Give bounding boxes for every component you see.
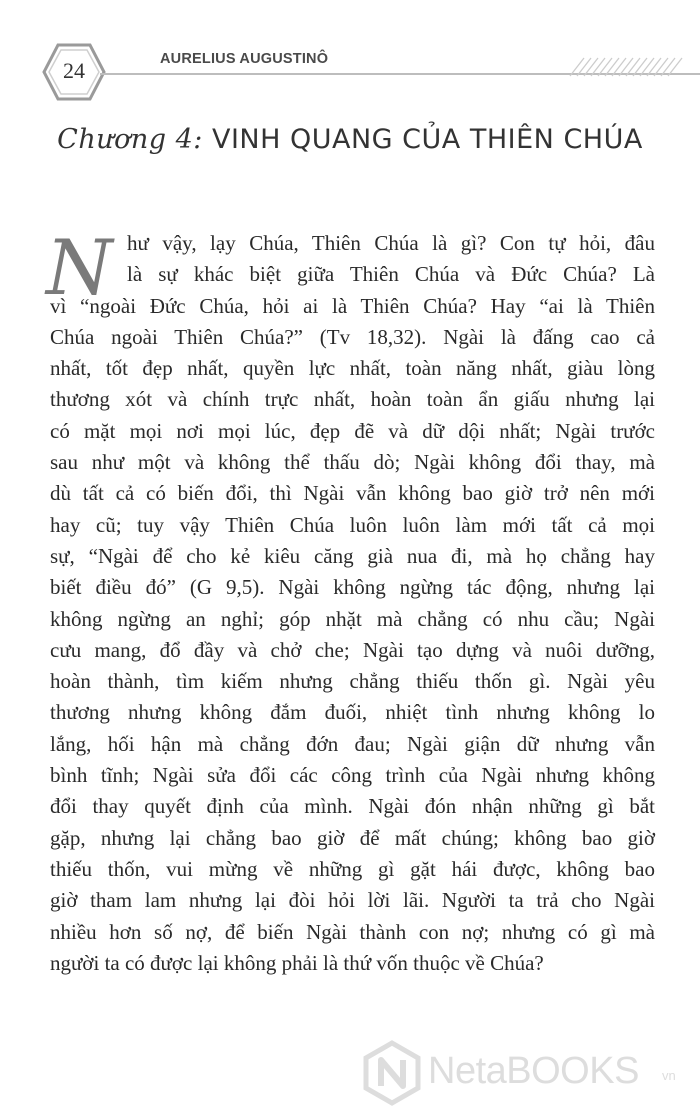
text-line: cưu mang, đổ đầy và chở che; Ngài tạo dựng và nuôi dưỡng,: [50, 637, 655, 662]
netabooks-logo-icon: [362, 1040, 422, 1106]
text-line: đổi thay quyết định của mình. Ngài đón nhận những gì bắt: [50, 794, 655, 819]
text-line: thiếu thốn, vui mừng về những gì gặt hái được, không bao: [50, 856, 655, 881]
text-line: hoàn thành, tìm kiếm nhưng chẳng thiếu thốn gì. Ngài yêu: [50, 669, 655, 694]
watermark-brand: NetaBOOKS: [428, 1050, 639, 1092]
text-line: là sự khác biệt giữa Thiên Chúa và Đức Chúa? Là: [127, 262, 655, 287]
running-head: AURELIUS AUGUSTINÔ: [160, 51, 329, 67]
body-paragraph: [50, 228, 655, 979]
text-line: thương nhưng không đắm đuối, nhiệt tình nhưng không lo: [50, 700, 655, 725]
drop-cap: N: [46, 223, 113, 312]
hatch-ornament: [560, 56, 690, 78]
chapter-name: VINH QUANG CỦA THIÊN CHÚA: [211, 124, 643, 155]
page-number-badge: [42, 42, 106, 102]
text-line: vì “ngoài Đức Chúa, hỏi ai là Thiên Chúa? Hay “ai là Thiên: [50, 293, 655, 318]
watermark-suffix: vn: [662, 1068, 676, 1083]
text-line: sau như một và không thể thấu dò; Ngài không đổi thay, mà: [50, 450, 655, 475]
text-line: nhất, tốt đẹp nhất, quyền lực nhất, toàn năng nhất, giàu lòng: [50, 356, 655, 381]
page-header: [0, 0, 700, 110]
text-line: có mặt mọi nơi mọi lúc, đẹp đẽ và dữ dội nhất; Ngài trước: [50, 418, 655, 443]
chapter-label: Chương 4:: [57, 124, 203, 155]
text-line: thương xót và chính trực nhất, hoàn toàn ẩn giấu nhưng lại: [50, 387, 655, 412]
text-line: gặp, nhưng lại chẳng bao giờ để mất chúng; không bao giờ: [50, 825, 655, 850]
text-line: lắng, hối hận mà chẳng đớn đau; Ngài giận dữ nhưng vẫn: [50, 731, 655, 756]
text-line: nhiều hơn số nợ, để biến Ngài thành con nợ; nhưng có gì mà: [50, 919, 655, 944]
text-line: sự, “Ngài để cho kẻ kiêu căng già nua đi, mà họ chẳng hay: [50, 543, 655, 568]
text-line: giờ tham lam nhưng lại đòi hỏi lời lãi. Người ta trả cho Ngài: [50, 888, 655, 913]
chapter-title: [0, 124, 700, 155]
text-line: không ngừng an nghỉ; góp nhặt mà chẳng có nhu cầu; Ngài: [50, 606, 655, 631]
text-line: bình tĩnh; Ngài sửa đổi các công trình của Ngài nhưng không: [50, 763, 655, 788]
text-line: dù tất cả có biến đổi, thì Ngài vẫn không bao giờ trở nên mới: [50, 481, 655, 506]
text-line: biết điều đó” (G 9,5). Ngài không ngừng tác động, nhưng lại: [50, 575, 655, 600]
page-number: 24: [63, 58, 85, 83]
text-line: người ta có được lại không phải là thứ vốn thuộc về Chúa?: [50, 950, 544, 975]
text-line: hay cũ; tuy vậy Thiên Chúa luôn luôn làm mới tất cả mọi: [50, 512, 655, 537]
text-line: Chúa ngoài Thiên Chúa?” (Tv 18,32). Ngài là đấng cao cả: [50, 324, 655, 349]
text-line: hư vậy, lạy Chúa, Thiên Chúa là gì? Con tự hỏi, đâu: [127, 231, 655, 255]
watermark: [362, 1040, 682, 1110]
